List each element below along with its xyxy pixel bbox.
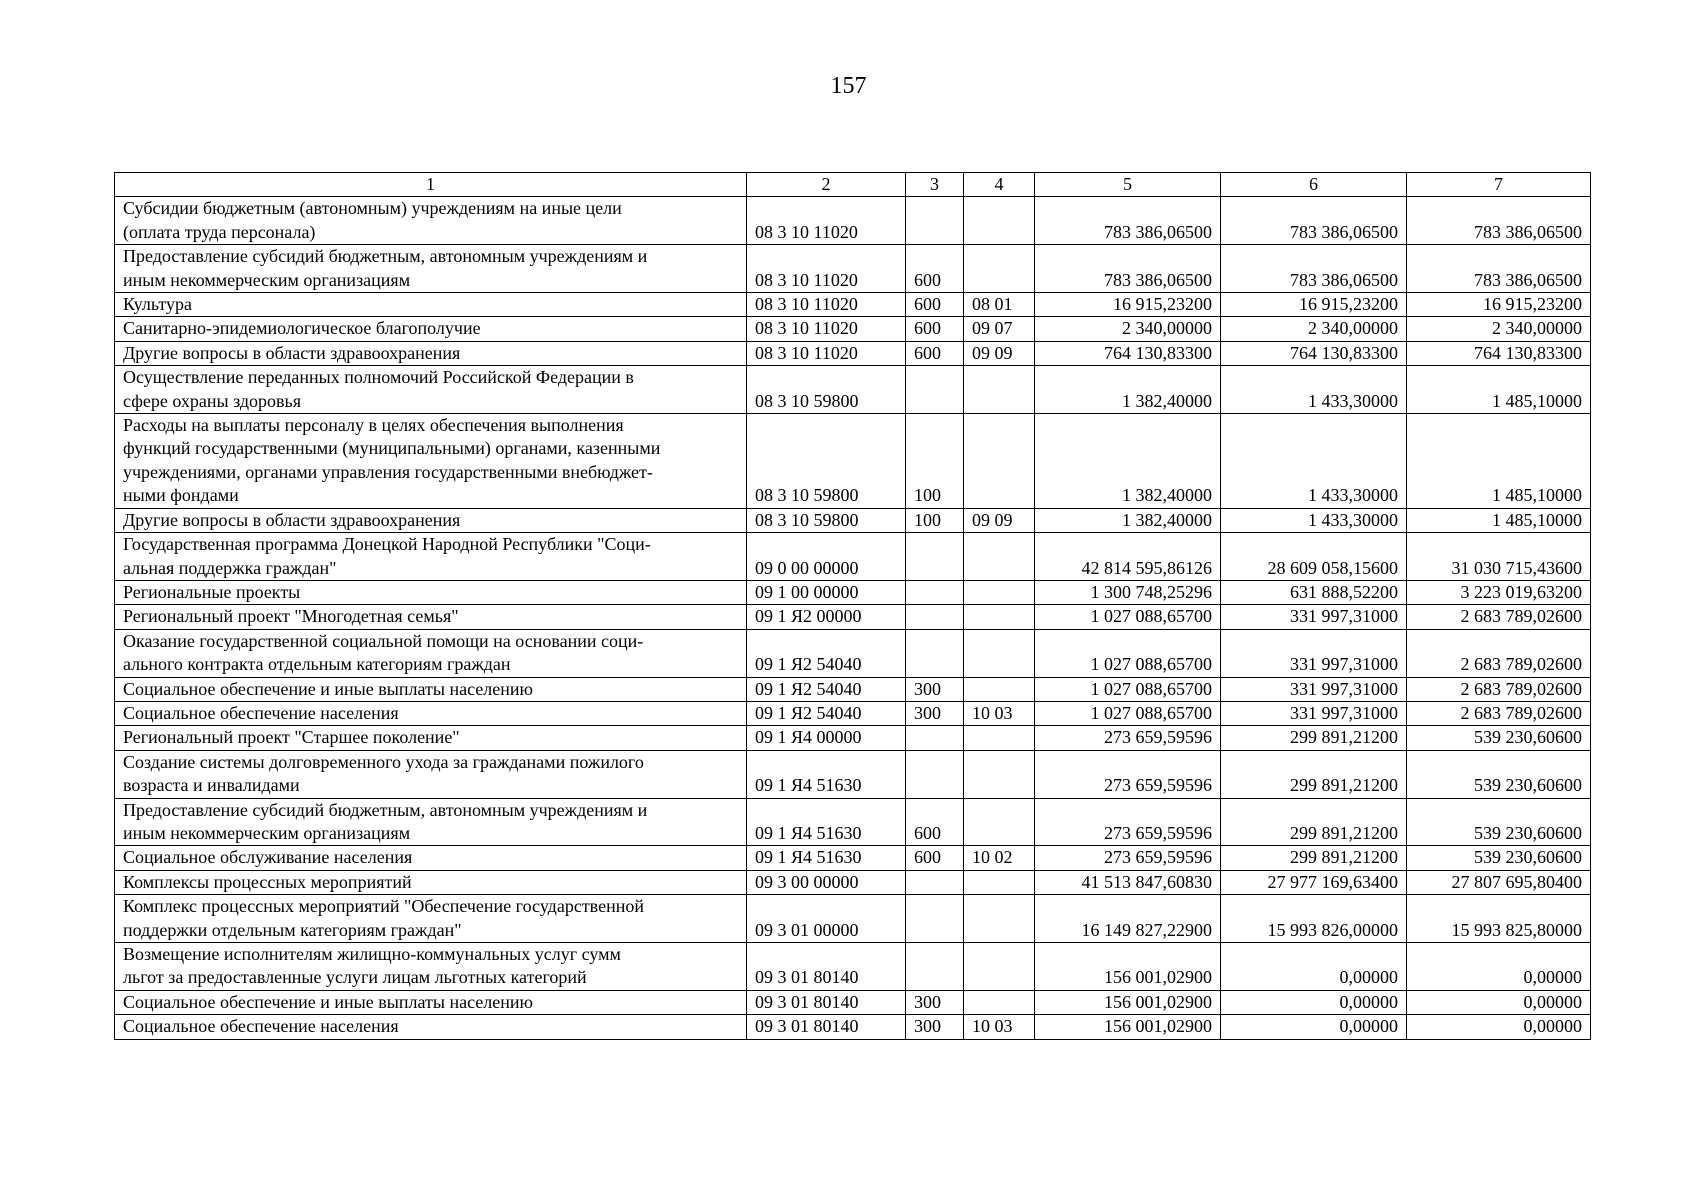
amount-col7-cell: 0,00000: [1407, 990, 1591, 1014]
amount-col7-cell: 2 683 789,02600: [1407, 701, 1591, 725]
table-row: [115, 508, 1591, 532]
expense-type-cell: [906, 750, 964, 798]
expense-type-cell: [906, 870, 964, 894]
target-article-cell: 09 1 Я4 51630: [747, 798, 906, 846]
expense-type-cell: 600: [906, 798, 964, 846]
amount-col7-cell: 783 386,06500: [1407, 197, 1591, 245]
amount-col6-cell: 331 997,31000: [1221, 629, 1407, 677]
amount-col6-cell: 299 891,21200: [1221, 726, 1407, 750]
row-name-cell: Социальное обеспечение населения: [115, 701, 747, 725]
column-header-2: 2: [747, 173, 906, 197]
table-row: [115, 870, 1591, 894]
column-header-3: 3: [906, 173, 964, 197]
expense-type-cell: 600: [906, 341, 964, 365]
section-subsection-cell: 09 09: [964, 341, 1035, 365]
expense-type-cell: 100: [906, 414, 964, 509]
amount-col7-cell: 1 485,10000: [1407, 366, 1591, 414]
expense-type-cell: 300: [906, 701, 964, 725]
amount-col7-cell: 539 230,60600: [1407, 846, 1591, 870]
target-article-cell: 09 1 Я2 54040: [747, 629, 906, 677]
table-row: [115, 750, 1591, 798]
target-article-cell: 09 1 Я2 00000: [747, 605, 906, 629]
amount-col5-cell: 273 659,59596: [1035, 846, 1221, 870]
amount-col5-cell: 1 027 088,65700: [1035, 701, 1221, 725]
amount-col6-cell: 28 609 058,15600: [1221, 533, 1407, 581]
amount-col7-cell: 539 230,60600: [1407, 726, 1591, 750]
row-name-cell: Государственная программа Донецкой Народной Республики "Соци- альная поддержка граждан": [115, 533, 747, 581]
expense-type-cell: [906, 580, 964, 604]
row-name-cell: Другие вопросы в области здравоохранения: [115, 508, 747, 532]
section-subsection-cell: [964, 677, 1035, 701]
table-body: [115, 197, 1591, 1039]
column-header-4: 4: [964, 173, 1035, 197]
amount-col5-cell: 156 001,02900: [1035, 1015, 1221, 1039]
amount-col7-cell: 539 230,60600: [1407, 798, 1591, 846]
target-article-cell: 09 1 Я4 00000: [747, 726, 906, 750]
amount-col6-cell: 1 433,30000: [1221, 508, 1407, 532]
target-article-cell: 09 3 01 80140: [747, 943, 906, 991]
amount-col5-cell: 156 001,02900: [1035, 943, 1221, 991]
target-article-cell: 09 0 00 00000: [747, 533, 906, 581]
section-subsection-cell: [964, 366, 1035, 414]
amount-col5-cell: 1 027 088,65700: [1035, 677, 1221, 701]
amount-col7-cell: 0,00000: [1407, 943, 1591, 991]
row-name-cell: Социальное обеспечение и иные выплаты населению: [115, 677, 747, 701]
target-article-cell: 09 1 Я4 51630: [747, 846, 906, 870]
amount-col7-cell: 2 683 789,02600: [1407, 629, 1591, 677]
expense-type-cell: [906, 197, 964, 245]
amount-col7-cell: 2 340,00000: [1407, 317, 1591, 341]
amount-col7-cell: 3 223 019,63200: [1407, 580, 1591, 604]
amount-col5-cell: 42 814 595,86126: [1035, 533, 1221, 581]
amount-col5-cell: 1 382,40000: [1035, 366, 1221, 414]
row-name-cell: Культура: [115, 293, 747, 317]
amount-col7-cell: 783 386,06500: [1407, 245, 1591, 293]
target-article-cell: 09 3 01 80140: [747, 1015, 906, 1039]
expense-type-cell: 100: [906, 508, 964, 532]
row-name-cell: Предоставление субсидий бюджетным, автономным учреждениям и иным некоммерческим организациям: [115, 245, 747, 293]
amount-col5-cell: 41 513 847,60830: [1035, 870, 1221, 894]
expense-type-cell: [906, 629, 964, 677]
section-subsection-cell: 10 03: [964, 701, 1035, 725]
row-name-cell: Комплекс процессных мероприятий "Обеспечение государственной поддержки отдельным категориям граждан": [115, 895, 747, 943]
row-name-cell: Социальное обеспечение населения: [115, 1015, 747, 1039]
amount-col6-cell: 1 433,30000: [1221, 414, 1407, 509]
table-row: [115, 414, 1591, 509]
amount-col6-cell: 0,00000: [1221, 943, 1407, 991]
table-row: [115, 943, 1591, 991]
section-subsection-cell: 09 07: [964, 317, 1035, 341]
table-row: [115, 629, 1591, 677]
table-row: [115, 798, 1591, 846]
amount-col6-cell: 331 997,31000: [1221, 605, 1407, 629]
amount-col7-cell: 1 485,10000: [1407, 414, 1591, 509]
table-row: [115, 846, 1591, 870]
expense-type-cell: 300: [906, 1015, 964, 1039]
column-header-7: 7: [1407, 173, 1591, 197]
row-name-cell: Социальное обслуживание населения: [115, 846, 747, 870]
amount-col7-cell: 764 130,83300: [1407, 341, 1591, 365]
expense-type-cell: 600: [906, 245, 964, 293]
amount-col5-cell: 273 659,59596: [1035, 750, 1221, 798]
row-name-cell: Осуществление переданных полномочий Российской Федерации в сфере охраны здоровья: [115, 366, 747, 414]
target-article-cell: 09 1 00 00000: [747, 580, 906, 604]
amount-col6-cell: 27 977 169,63400: [1221, 870, 1407, 894]
table-row: [115, 895, 1591, 943]
column-header-5: 5: [1035, 173, 1221, 197]
amount-col6-cell: 15 993 826,00000: [1221, 895, 1407, 943]
section-subsection-cell: [964, 605, 1035, 629]
section-subsection-cell: [964, 580, 1035, 604]
amount-col6-cell: 331 997,31000: [1221, 701, 1407, 725]
section-subsection-cell: 10 02: [964, 846, 1035, 870]
amount-col5-cell: 764 130,83300: [1035, 341, 1221, 365]
target-article-cell: 09 1 Я4 51630: [747, 750, 906, 798]
expense-type-cell: [906, 366, 964, 414]
target-article-cell: 09 3 01 00000: [747, 895, 906, 943]
section-subsection-cell: [964, 533, 1035, 581]
row-name-cell: Субсидии бюджетным (автономным) учреждениям на иные цели (оплата труда персонала): [115, 197, 747, 245]
row-name-cell: Оказание государственной социальной помощи на основании соци- ального контракта отдельным категориям граждан: [115, 629, 747, 677]
row-name-cell: Комплексы процессных мероприятий: [115, 870, 747, 894]
target-article-cell: 08 3 10 11020: [747, 245, 906, 293]
section-subsection-cell: [964, 629, 1035, 677]
table-row: [115, 1015, 1591, 1039]
amount-col6-cell: 2 340,00000: [1221, 317, 1407, 341]
amount-col7-cell: 2 683 789,02600: [1407, 677, 1591, 701]
target-article-cell: 08 3 10 59800: [747, 508, 906, 532]
target-article-cell: 09 3 00 00000: [747, 870, 906, 894]
target-article-cell: 09 1 Я2 54040: [747, 701, 906, 725]
amount-col6-cell: 0,00000: [1221, 1015, 1407, 1039]
table-row: [115, 293, 1591, 317]
section-subsection-cell: [964, 414, 1035, 509]
target-article-cell: 09 1 Я2 54040: [747, 677, 906, 701]
section-subsection-cell: [964, 750, 1035, 798]
table-row: [115, 677, 1591, 701]
amount-col6-cell: 783 386,06500: [1221, 197, 1407, 245]
expense-type-cell: [906, 533, 964, 581]
amount-col5-cell: 1 382,40000: [1035, 508, 1221, 532]
table-row: [115, 317, 1591, 341]
amount-col6-cell: 1 433,30000: [1221, 366, 1407, 414]
section-subsection-cell: [964, 726, 1035, 750]
table-row: [115, 366, 1591, 414]
amount-col5-cell: 1 027 088,65700: [1035, 605, 1221, 629]
row-name-cell: Другие вопросы в области здравоохранения: [115, 341, 747, 365]
amount-col5-cell: 273 659,59596: [1035, 798, 1221, 846]
amount-col5-cell: 1 300 748,25296: [1035, 580, 1221, 604]
amount-col6-cell: 0,00000: [1221, 990, 1407, 1014]
expense-type-cell: 300: [906, 677, 964, 701]
amount-col6-cell: 631 888,52200: [1221, 580, 1407, 604]
row-name-cell: Возмещение исполнителям жилищно-коммунальных услуг сумм льгот за предоставленные услуги лицам льготных категорий: [115, 943, 747, 991]
table-row: [115, 533, 1591, 581]
amount-col7-cell: 2 683 789,02600: [1407, 605, 1591, 629]
target-article-cell: 08 3 10 11020: [747, 293, 906, 317]
amount-col6-cell: 764 130,83300: [1221, 341, 1407, 365]
table-row: [115, 701, 1591, 725]
amount-col5-cell: 783 386,06500: [1035, 245, 1221, 293]
target-article-cell: 08 3 10 11020: [747, 341, 906, 365]
section-subsection-cell: 08 01: [964, 293, 1035, 317]
table-row: [115, 580, 1591, 604]
table-row: [115, 341, 1591, 365]
section-subsection-cell: [964, 245, 1035, 293]
amount-col5-cell: 783 386,06500: [1035, 197, 1221, 245]
target-article-cell: 08 3 10 11020: [747, 317, 906, 341]
amount-col6-cell: 299 891,21200: [1221, 750, 1407, 798]
table-row: [115, 726, 1591, 750]
section-subsection-cell: [964, 990, 1035, 1014]
amount-col5-cell: 273 659,59596: [1035, 726, 1221, 750]
amount-col6-cell: 331 997,31000: [1221, 677, 1407, 701]
section-subsection-cell: [964, 197, 1035, 245]
column-header-1: 1: [115, 173, 747, 197]
target-article-cell: 08 3 10 59800: [747, 366, 906, 414]
row-name-cell: Социальное обеспечение и иные выплаты населению: [115, 990, 747, 1014]
expense-type-cell: 600: [906, 846, 964, 870]
section-subsection-cell: 10 03: [964, 1015, 1035, 1039]
page-number: 157: [830, 73, 867, 99]
expense-type-cell: [906, 943, 964, 991]
amount-col6-cell: 299 891,21200: [1221, 798, 1407, 846]
section-subsection-cell: 09 09: [964, 508, 1035, 532]
row-name-cell: Предоставление субсидий бюджетным, автономным учреждениям и иным некоммерческим организациям: [115, 798, 747, 846]
amount-col5-cell: 156 001,02900: [1035, 990, 1221, 1014]
section-subsection-cell: [964, 798, 1035, 846]
expense-type-cell: [906, 605, 964, 629]
header-row: [115, 173, 1591, 197]
column-header-6: 6: [1221, 173, 1407, 197]
expense-type-cell: 600: [906, 293, 964, 317]
section-subsection-cell: [964, 895, 1035, 943]
amount-col5-cell: 16 915,23200: [1035, 293, 1221, 317]
row-name-cell: Региональный проект "Старшее поколение": [115, 726, 747, 750]
row-name-cell: Региональные проекты: [115, 580, 747, 604]
amount-col7-cell: 0,00000: [1407, 1015, 1591, 1039]
amount-col7-cell: 539 230,60600: [1407, 750, 1591, 798]
expense-type-cell: 300: [906, 990, 964, 1014]
expense-type-cell: 600: [906, 317, 964, 341]
amount-col5-cell: 2 340,00000: [1035, 317, 1221, 341]
expense-type-cell: [906, 895, 964, 943]
amount-col7-cell: 16 915,23200: [1407, 293, 1591, 317]
amount-col7-cell: 15 993 825,80000: [1407, 895, 1591, 943]
table-row: [115, 605, 1591, 629]
amount-col5-cell: 1 382,40000: [1035, 414, 1221, 509]
expense-type-cell: [906, 726, 964, 750]
row-name-cell: Расходы на выплаты персоналу в целях обеспечения выполнения функций государственными (муниципальными) органами, казенными учреждениями, органами управления государственными внебюджет- ными фондами: [115, 414, 747, 509]
amount-col6-cell: 783 386,06500: [1221, 245, 1407, 293]
row-name-cell: Региональный проект "Многодетная семья": [115, 605, 747, 629]
row-name-cell: Санитарно-эпидемиологическое благополучие: [115, 317, 747, 341]
amount-col6-cell: 16 915,23200: [1221, 293, 1407, 317]
amount-col7-cell: 1 485,10000: [1407, 508, 1591, 532]
table-row: [115, 245, 1591, 293]
target-article-cell: 09 3 01 80140: [747, 990, 906, 1014]
table-row: [115, 990, 1591, 1014]
section-subsection-cell: [964, 870, 1035, 894]
amount-col5-cell: 1 027 088,65700: [1035, 629, 1221, 677]
section-subsection-cell: [964, 943, 1035, 991]
row-name-cell: Создание системы долговременного ухода за гражданами пожилого возраста и инвалидами: [115, 750, 747, 798]
target-article-cell: 08 3 10 59800: [747, 414, 906, 509]
table-row: [115, 197, 1591, 245]
amount-col5-cell: 16 149 827,22900: [1035, 895, 1221, 943]
amount-col6-cell: 299 891,21200: [1221, 846, 1407, 870]
amount-col7-cell: 27 807 695,80400: [1407, 870, 1591, 894]
amount-col7-cell: 31 030 715,43600: [1407, 533, 1591, 581]
budget-table: [114, 172, 1591, 1040]
target-article-cell: 08 3 10 11020: [747, 197, 906, 245]
